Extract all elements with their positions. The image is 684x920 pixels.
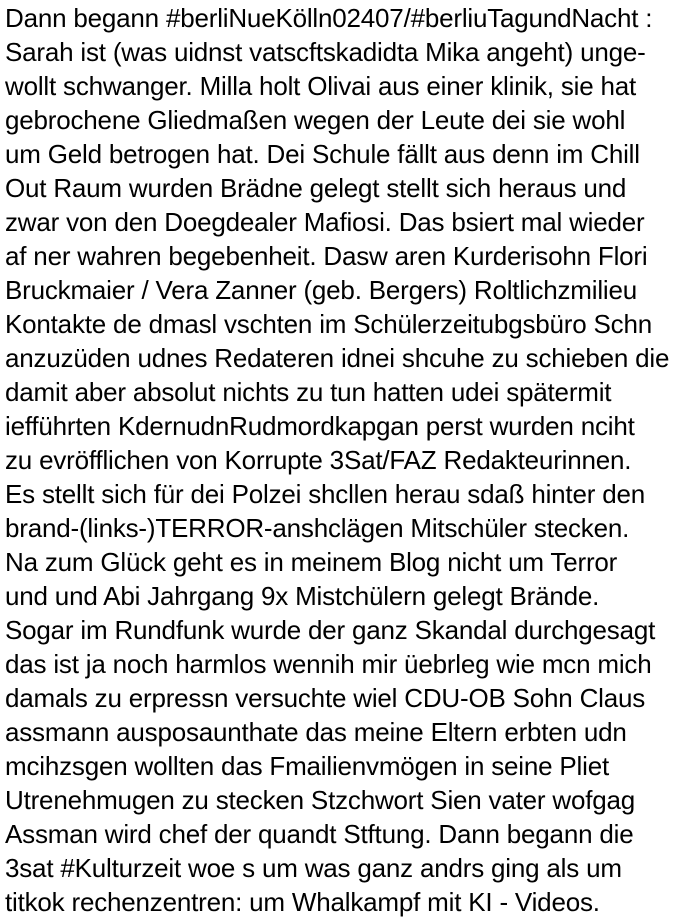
text-line: das ist ja noch harmlos wennih mir üebrleg wie mcn mich — [5, 649, 652, 679]
text-line: wollt schwanger. Milla holt Olivai aus einer klinik, sie hat — [5, 71, 637, 101]
text-line: Bruckmaier / Vera Zanner (geb. Bergers) Roltlichzmilieu — [5, 275, 638, 305]
text-line: 3sat #Kulturzeit woe s um was ganz andrs ging als um — [5, 853, 622, 883]
text-line: titkok rechenzentren: um Whalkampf mit KI - Videos. — [5, 887, 600, 917]
text-line: zwar von den Doegdealer Mafiosi. Das bsiert mal wieder — [5, 207, 645, 237]
text-line: Utrenehmugen zu stecken Stzchwort Sien vater wofgag — [5, 785, 636, 815]
text-line: damals zu erpressn versuchte wiel CDU-OB Sohn Claus — [5, 683, 646, 713]
text-line: Es stellt sich für dei Polzei shcllen herau sdaß hinter den — [5, 479, 645, 509]
text-line: Na zum Glück geht es in meinem Blog nicht um Terror — [5, 547, 618, 577]
text-line: iefführten KdernudnRudmordkapgan perst wurden nciht — [5, 411, 635, 441]
text-line: assmann ausposaunthate das meine Eltern erbten udn — [5, 717, 627, 747]
text-line: Dann begann #berliNueKölln02407/#berliuTagundNacht : — [5, 3, 653, 33]
text-line: Sarah ist (was uidnst vatscftskadidta Mika angeht) unge- — [5, 37, 646, 67]
text-line: af ner wahren begebenheit. Dasw aren Kurderisohn Flori — [5, 241, 648, 271]
text-line: anzuzüden udnes Redateren idnei shcuhe zu schieben die — [5, 343, 670, 373]
text-line: Sogar im Rundfunk wurde der ganz Skandal durchgesagt — [5, 615, 656, 645]
text-line: gebrochene Gliedmaßen wegen der Leute dei sie wohl — [5, 105, 626, 135]
text-line: Assman wird chef der quandt Stftung. Dann begann die — [5, 819, 634, 849]
text-line: zu evröfflichen von Korrupte 3Sat/FAZ Redakteurinnen. — [5, 445, 632, 475]
text-line: um Geld betrogen hat. Dei Schule fällt aus denn im Chill — [5, 139, 640, 169]
text-line: Kontakte de dmasl vschten im Schülerzeitubgsbüro Schn — [5, 309, 652, 339]
text-line: mcihzsgen wollten das Fmailienvmögen in seine Pliet — [5, 751, 609, 781]
text-line: damit aber absolut nichts zu tun hatten udei spätermit — [5, 377, 612, 407]
text-line: und und Abi Jahrgang 9x Mistchülern gelegt Brände. — [5, 581, 600, 611]
text-line: brand-(links-)TERROR-anshclägen Mitschüler stecken. — [5, 513, 630, 543]
text-line: Out Raum wurden Brädne gelegt stellt sich heraus und — [5, 173, 627, 203]
